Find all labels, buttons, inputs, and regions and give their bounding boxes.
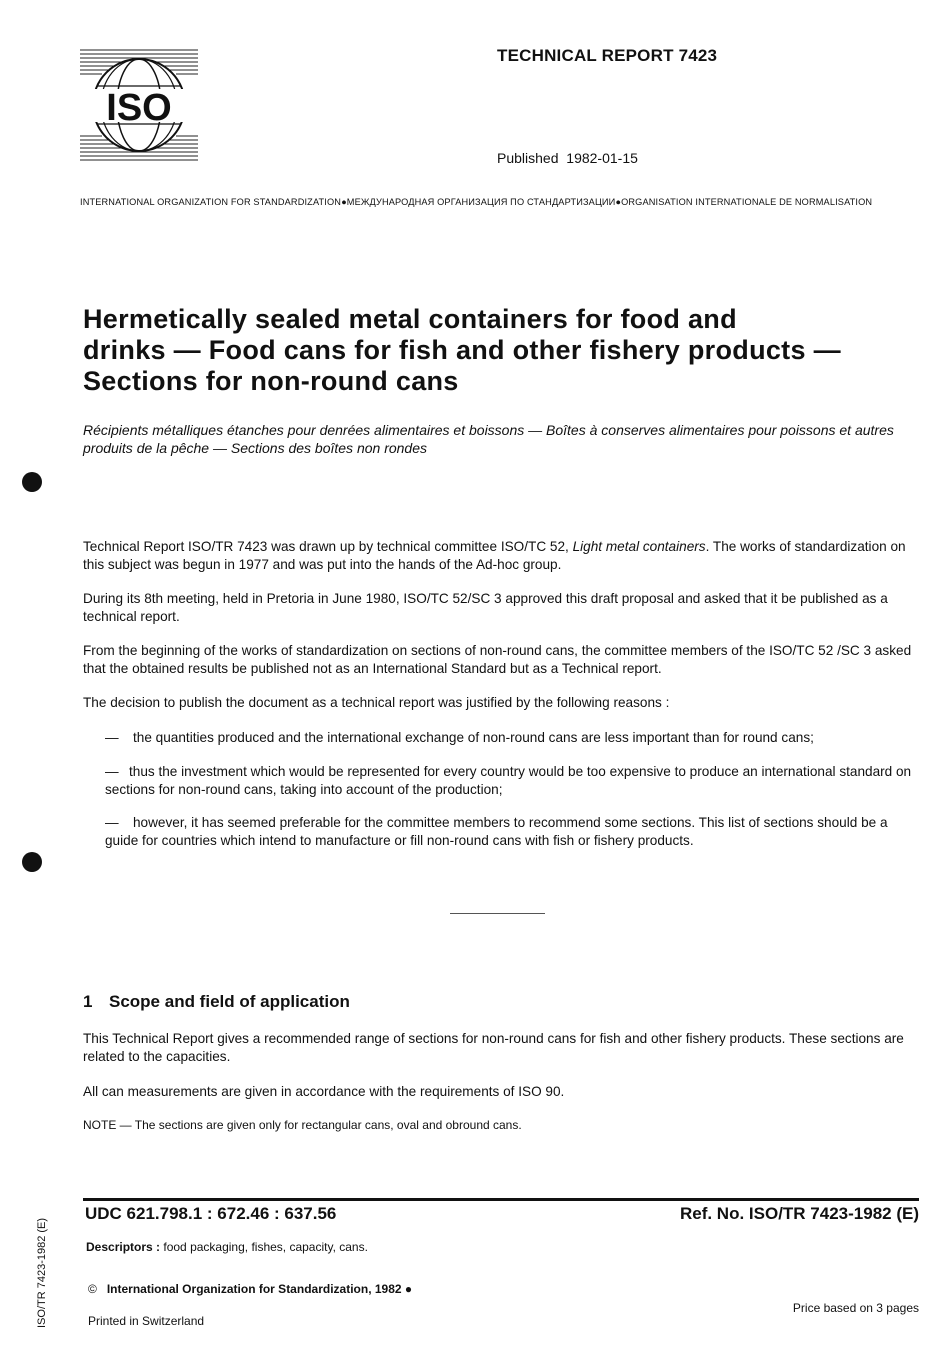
- foreword-paragraph-1: Technical Report ISO/TR 7423 was drawn up by technical committee ISO/TC 52, Light metal containers. The works of standardization on this subject was begun in 1977 and was put into the hands of the Ad-hoc group.: [83, 539, 906, 572]
- foreword-paragraph-3: From the beginning of the works of standardization on sections of non-round cans, the committee members of the ISO/TC 52 /SC 3 asked that the obtained results be published not as an International Standard but as a Technical report.: [83, 643, 912, 676]
- report-title: TECHNICAL REPORT 7423: [497, 46, 718, 65]
- list-item: — the quantities produced and the international exchange of non-round cans are less important than for round cans;: [105, 730, 814, 745]
- separator-rule: [450, 913, 545, 914]
- title-line-1: Hermetically sealed metal containers for food and: [83, 304, 737, 334]
- section-heading: [83, 992, 350, 1012]
- iso-logo: [80, 46, 198, 164]
- punch-hole-mark: [22, 852, 42, 872]
- dash-marker: —: [105, 730, 119, 745]
- reference-number: Ref. No. ISO/TR 7423-1982 (E): [679, 1204, 919, 1223]
- title-line-3: Sections for non-round cans: [83, 366, 459, 396]
- published-label: Published: [497, 150, 559, 166]
- published-date: 1982-01-15: [566, 150, 638, 166]
- copyright-icon: ©: [88, 1282, 97, 1296]
- foreword-paragraph-2: During its 8th meeting, held in Pretoria in June 1980, ISO/TC 52/SC 3 approved this draft proposal and asked that it be published as a technical report.: [83, 591, 888, 624]
- section-title: Scope and field of application: [109, 992, 350, 1011]
- note: NOTE — The sections are given only for rectangular cans, oval and obround cans.: [83, 1118, 522, 1132]
- list-item: — however, it has seemed preferable for the committee members to recommend some sections. This list of sections should be a guide for countries which intend to manufacture or fill non-round cans with fish or fishery products.: [105, 815, 888, 848]
- footer-rule: [83, 1198, 919, 1201]
- punch-hole-mark: [22, 472, 42, 492]
- descriptors: [86, 1240, 368, 1254]
- title-line-2: drinks — Food cans for fish and other fishery products —: [83, 335, 841, 365]
- dash-marker: —: [105, 764, 119, 779]
- organization-line: INTERNATIONAL ORGANIZATION FOR STANDARDIZATION●МЕЖДУНАРОДНАЯ ОРГАНИЗАЦИЯ ПО СТАНДАРТИЗАЦИИ●ORGANISATION INTERNATIONALE DE NORMALISATION: [80, 197, 873, 207]
- printed-in: Printed in Switzerland: [88, 1314, 205, 1328]
- list-item: — thus the investment which would be represented for every country would be too expensive to produce an international standard on sections for non-round cans, taking into account of the production;: [105, 764, 912, 797]
- descriptors-label: Descriptors :: [86, 1240, 161, 1254]
- committee-name: Light metal containers: [572, 539, 706, 554]
- svg-text:ISO: ISO: [106, 87, 172, 129]
- published-line: [497, 150, 638, 166]
- udc-number: UDC 621.798.1 : 672.46 : 637.56: [85, 1204, 337, 1223]
- foreword-paragraph-4: The decision to publish the document as a technical report was justified by the following reasons :: [83, 695, 670, 710]
- scope-paragraph-2: All can measurements are given in accordance with the requirements of ISO 90.: [83, 1084, 565, 1099]
- document-title: [83, 304, 923, 397]
- french-title: Récipients métalliques étanches pour denrées alimentaires et boissons — Boîtes à conserves alimentaires pour poissons et autres produits de la pêche — Sections des boîtes non rondes: [83, 422, 894, 456]
- copyright-text: International Organization for Standardization, 1982 ●: [106, 1282, 413, 1296]
- side-reference-label: ISO/TR 7423-1982 (E): [36, 1217, 48, 1328]
- section-number: 1: [83, 992, 93, 1011]
- copyright: [88, 1282, 412, 1296]
- dash-marker: —: [105, 815, 119, 830]
- price-info: Price based on 3 pages: [792, 1301, 919, 1315]
- descriptors-value: food packaging, fishes, capacity, cans.: [163, 1240, 368, 1254]
- scope-paragraph-1: This Technical Report gives a recommended range of sections for non-round cans for fish and other fishery products. These sections are related to the capacities.: [83, 1031, 904, 1064]
